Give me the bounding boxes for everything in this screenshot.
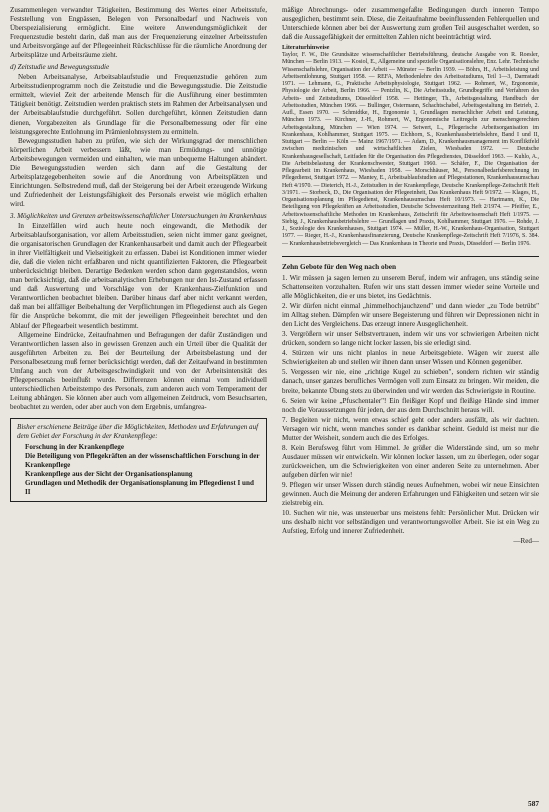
rule-text: Stürzen wir uns nicht planlos in neue Arbeitsgebiete. Wägen wir zuerst alle Schwierigkeiten ab und stellen wir ihnen dann unser Wissen und Können gegenüber. (282, 349, 539, 367)
rule-text: Wir dürfen nicht einmal „himmelhochjauchzend" und dann wieder „zu Tode betrübt" im Alltag stehen. Dämpfen wir unsere Begeisterung und führen wir Depressionen nicht in den Licht des Vergleichens. Das erzeugt innere Ausgeglichenheit. (282, 302, 539, 329)
rule-number: 3. (282, 330, 288, 339)
rule-number: 8. (282, 443, 288, 452)
paragraph-impressions: Allgemeine Eindrücke, Zeitaufnahmen und Befragungen der dafür Zuständigen und Verantwortlichen lassen also in gewissen Grenzen auch ein Urteil über die Qualität der ausgeführten Arbeiten zu. Bei der Beurteilung der Arbeitsbelastung und der Personalbesetzung muß ferner berücksichtigt werden, daß der Zeitaufwand in bestimmten Umfang auch von der Arbeitsgeschwindigkeit und von der Arbeitsintensität des Pflegepersonals beeinflußt wurde. Differenzen können einmal vom individuell unterschiedlichen Arbeitstempo des Personals, zum anderen auch vom Temperament der Leitung abhängen. Sie können aber auch vom allgemeinen Zeitdruck, vom Besuchsarten, beobachtet zu werden, oder aber auch von dem Ergebnis, umfangrea- (10, 330, 267, 411)
rule-text: Wir müssen ja sagen lernen zu unserem Beruf, indem wir anfragen, uns ständig seine Schattenseiten vorzuhalten. Rufen wir uns statt dessen immer wieder seine Vorteile und alle Möglichkeiten, die er uns bietet, ins Gedächtnis. (282, 273, 539, 301)
section-heading-time-study: d) Zeitstudie und Bewegungsstudie (10, 63, 110, 72)
rule-item (282, 302, 539, 329)
article-item: Die Beteiligung von Pflegekräften an der wissenschaftlichen Forschung in der Krankenpflege (25, 451, 260, 469)
references-heading: Literaturhinweise (282, 44, 330, 52)
rule-item (282, 330, 539, 348)
previous-articles-box (10, 418, 267, 502)
rule-item (282, 397, 539, 415)
rule-number: 6. (282, 396, 288, 405)
rule-text: Seien wir keine „Pfuschentaler"! Ein fleißiger Kopf und fleißige Hände sind immer noch die Voraussetzungen für jeden, der aus dem Durchschnitt heraus will. (282, 396, 539, 414)
paragraph-continuation: mäßige Abrechnungs- oder zusammengefaßte Bedingungen durch inneren Tempo ausgeglichen, bestimmt sein. Diese, die Zeitaufnahme beeinflussenden Fehlerquellen und Unterschiede können aber bei der Auswertung zum großen Teil ausgeschaltet werden, so daß die Aussagefähigkeit der ermittelten Zahlen nicht beeinträchtigt wird. (282, 6, 539, 42)
rule-item (282, 509, 539, 536)
rule-text: Vergessen wir nie, eine „richtige Kugel zu schieben", sondern richten wir ständig danach, unser ganzes berufliches Vermögen voll zum Einsatz zu bringen. Wir meiden, die breite, bekannte Übung stets zu überwinden und wir werden das Schwierigste in Routine. (282, 368, 539, 395)
paragraph-objections: In Einzelfällen wird auch heute noch eingewandt, die Methodik der Arbeitsablaufsorganisation, vor allem Arbeitsstudien, seien nicht immer ganz geeignet, die organisatorischen Grundlagen der Krankenhausarbeit und damit auch der Pflegearbeit in ihrer Vielfältigkeit und Vielseitigkeit zu erfassen. Dabei ist Konditionen immer wieder die, daß die vielen nicht erfaßbaren und nicht quantifizierten Faktoren, die Pflegearbeit unberücksichtigt bleiben. Derartige Bedenken werden schon dann gegenstandslos, wenn man berücksichtigt, daß die arbeitsanalytischen Erhebungen nur den Ist-Zustand erfassen und daß Auswertung und Vorschläge von der Krankenhaus-Zielfunktion und Verantwortlichen beobachtet bleiben. Darüber hinaus darf aber nicht verkannt werden, daß man bei allfälliger Beibehaltung der Verpflichtungen im Pflegedienst auch als Gegen für die Ansprüche bekommt, die mit der jeweiligen Pflegeeinheit berechtet und den Ablauf der Pflegearbeit wesentlich bestimmt. (10, 221, 267, 330)
rule-item (282, 416, 539, 443)
ten-rules-heading: Zehn Gebote für den Weg nach oben (282, 256, 539, 271)
references-block (282, 52, 539, 248)
rule-item (282, 481, 539, 508)
page-number: 587 (528, 799, 539, 808)
rule-item (282, 444, 539, 480)
paragraph-movement-study: Bewegungsstudien haben zu prüfen, wie sich der Wirkungsgrad der menschlichen körperlichen Arbeit verbessern läßt, wie man Ermüdungs- und unnötige Arbeitsbewegungen vermeiden und einhalten, wie man unbequeme Haltungen abändert. Die Bewegungsstudien werden sich dann auf die Gestaltung der Arbeitsplatzgegebenheiten sowie auf die Anordnung von Arbeitsplätzen und Einrichtungen. Selbstredend muß, daß der Steigerung bei der Arbeit erzeugende Wirkung und Zufriedenheit der Leistungsfähigkeit des Personals erweist wie möglich erhalten wird. (10, 136, 267, 208)
rule-item (282, 368, 539, 395)
paragraph-time-study: Neben Arbeitsanalyse, Arbeitsablaufstudie und Frequenzstudie gehören zum Arbeitsstudienprogramm noch die Zeitstudie und die Bewegungsstudie. Die Zeitstudie ermittelt, wieviel Zeit der arbeitende Mensch für die Ausführung einer bestimmten Tätigkeit benötigt. Zeitstudien werden praktisch stets im Rahmen der Arbeitsanalysen und der Arbeitsablaufstudie durchgeführt. Sollen durchgeführt, können Zeitstudien dann dienen, Vorgabezeiten als Grundlage für die Personalbemessung oder für eine leistungsgerechte Entlohnung im Prämienlohnsystem zu ermitteln. (10, 73, 267, 136)
section-heading-possibilities: 3. Möglichkeiten und Grenzen arbeitswissenschaftlicher Untersuchungen im Krankenhaus (10, 211, 267, 220)
rule-number: 5. (282, 368, 288, 377)
article-end-mark: —Red— (513, 537, 539, 546)
article-item: Krankenpflege aus der Sicht der Organisationsplanung (25, 469, 193, 478)
rule-number: 2. (282, 302, 288, 311)
two-column-layout (10, 6, 539, 796)
rule-number: 4. (282, 349, 288, 358)
left-column (10, 6, 267, 796)
right-column (282, 6, 539, 796)
rule-item (282, 274, 539, 301)
rule-item (282, 349, 539, 367)
rule-text: Begleiten wir nicht, wenn etwas schief geht oder anders ausfällt, als wir dachten. Versagen wir nicht, wenn manches sonder es dankbar scheint. Geduld ist meist nur die Mutter der Weisheit, sondern auch die des Erfolges. (282, 415, 539, 442)
ten-rules-list (282, 274, 539, 536)
rule-text: Vergrößern wir unser Selbstvertrauen, indem wir uns vor schwierigen Arbeiten nicht drücken, sondern so lange nicht locker lassen, bis sie erledigt sind. (282, 330, 539, 348)
box-intro: Bisher erschienene Beiträge über die Möglichkeiten, Methoden und Erfahrungen auf dem Gebiet der Forschung in der Krankenpflege: (17, 422, 259, 440)
rule-number: 1. (282, 273, 288, 282)
paragraph-frequency-study: Zusammenlegen verwandter Tätigkeiten, Bestimmung des Wertes einer Arbeitsstufe, Feststellung von Engpässen, Belegen von Personalbedarf und Nachweis von Überspezialisierung ermöglicht. Eine weitere Anwendungsmöglichkeit der Frequenzstudie besteht darin, daß man aus der Frequenzierung einzelner Arbeitsstufen und Arbeitsvorgänge auf der Pflegeeinheit Rückschlüsse für die räumliche Anordnung der Arbeitsplätze und Arbeitsräume zieht. (10, 6, 267, 60)
rule-number: 9. (282, 480, 288, 489)
rule-number: 10. (282, 509, 291, 518)
rule-number: 7. (282, 415, 288, 424)
article-list (17, 443, 260, 497)
references-text: Taylor, F. W., Die Grundsätze wissenschaftlicher Betriebsführung, deutsche Ausgabe von R. Roesler, München — Berlin 1913. — Kosiol, E., Allgemeine und spezielle Organisationslehre, Enz. Lehr. Technische Wissenschaftslehre, Organisation der Arbeit — Münster — Berlin 1939. — Böhrs, H., Arbeitsleistung und Arbeitsentlohnung, Stuttgart 1958. — REFA, Methodenlehre des Arbeitsstudiums, Teil 1—3, Darmstadt 1971. — Lehmann, G., Praktische Arbeitsphysiologie, Stuttgart 1962. — Rohmert, W., Ergonomie, Physiologie der Arbeit, Berlin 1966. — Pentzlin, K., Die Arbeitsstudie, Grundbegriffe und Verfahren des Arbeits- und Zeitstudiums, Düsseldorf 1958. — Hettinger, Th., Arbeitsgestaltung, Handbuch der Arbeitsstudien, München 1966. — Bullinger, Ostermann, Schachtschabel, Arbeitsgestaltung im Betrieb, 2. Aufl., Essen 1970. — Schmidtke, H., Ergonomie 1, Grundlagen menschlicher Arbeit und Leistung, München 1973. — Kirchner, J.-H., Rohmert, W., Ergonomische Leitregeln zur menschengerechten Arbeitsgestaltung, München — Wien 1974. — Seiwert, L., Pflegerische Arbeitsorganisation im Krankenhaus, Kohlhammer, Stuttgart 1975. — Eichhorn, S., Krankenhausbetriebslehre, Band I und II, Stuttgart — Berlin — Köln — Mainz 1967/1971. — Adam, D., Krankenhausmanagement im Konfliktfeld zwischen medizinischen und wirtschaftlichen Zielen, Wiesbaden 1972. — Deutsche Krankenhausgesellschaft, Leitfaden für die Organisation des Pflegedienstes, Düsseldorf 1963. — Kuhlo, A., Die Arbeitsbelastung der Krankenschwester, Stuttgart 1960. — Schäfer, F., Die Organisation der Pflegearbeit im Krankenhaus, Wiesbaden 1958. — Morschhäuser, M., Personalbedarfsberechnung im Pflegedienst, Stuttgart 1972. — Mantey, E., Arbeitsablaufstudien auf Pflegestationen, Krankenhausumschau Heft 4/1970. — Dieterich, H.-J., Zeitstudien in der Krankenpflege, Deutsche Krankenpflege-Zeitschrift Heft 3/1971. — Storbeck, D., Die Organisation der Pflegeeinheit, Das Krankenhaus Heft 9/1972. — Klages, H., Organisationsplanung im Pflegedienst, Krankenhausumschau Heft 10/1973. — Hartmann, K., Die Beteiligung von Pflegekräften an Arbeitsstudien, Deutsche Schwesternzeitung Heft 2/1974. — Pfeiffer, E., Arbeitswissenschaftliche Methoden im Krankenhaus, Zeitschrift für Arbeitswissenschaft Heft 1/1975. — Siebig, J., Krankenhausbetriebslehre — Grundlagen und Praxis, Kohlhammer, Stuttgart 1976. — Rohde, J. J., Soziologie des Krankenhauses, Stuttgart 1974. — Müller, H.-W., Krankenhaus-Organisation, Stuttgart 1977. — Rieger, H.-J., Krankenhausfinanzierung, Deutsche Krankenpflege-Zeitschrift Heft 7/1976, S. 384. — Krankenhausbetriebsvergleich — Das Krankenhaus in Theorie und Praxis, Düsseldorf — Berlin 1976. (282, 52, 539, 247)
rule-text: Kein Berufsweg führt vom Himmel. Je größer die Widerstände sind, um so mehr Ausdauer müssen wir entwickeln. Wir können locker lassen, um zu überlegen, oder sogar zurückweichen, um die Schwierigkeiten von einer anderen Seite zu unternehmen. Aber aufgeben dürfen wir nie! (282, 443, 539, 479)
article-item: Grundlagen und Methodik der Organisationsplanung im Pflegedienst I und II (25, 478, 254, 496)
article-item: Forschung in der Krankenpflege (25, 442, 124, 451)
rule-text: Suchen wir nie, was unsteuerbar uns meistens fehlt: Persönlicher Mut. Drücken wir uns deshalb nicht vor selbständigen und verantwortungsvoller Arbeit. Sie ist ein Weg zu Aufstieg, Erfolg und innerer Zufriedenheit. (282, 509, 539, 536)
rule-text: Pflegen wir unser Wissen durch ständig neues Aufnehmen, wobei wir neue Einsichten gewinnen. Auch die Meinung der anderen Erfahrungen und Fähigkeiten und setzen wir sie zielstrebig ein. (282, 480, 539, 508)
